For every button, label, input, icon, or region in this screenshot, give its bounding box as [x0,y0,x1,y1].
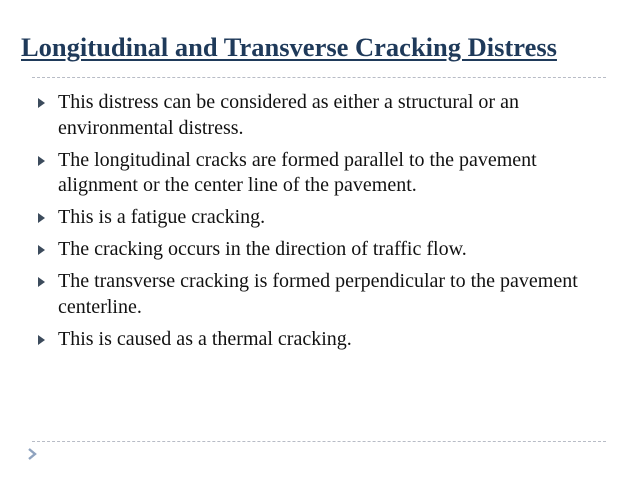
triangle-right-icon [38,156,45,166]
bullet-text: The cracking occurs in the direction of traffic flow. [58,238,467,260]
triangle-right-icon [38,213,45,223]
bullet-list [34,90,609,359]
triangle-right-icon [38,335,45,345]
bullet-item [34,237,609,263]
triangle-right-icon [38,98,45,108]
bullet-text: The longitudinal cracks are formed parallel to the pavement alignment or the center line of the pavement. [58,148,537,196]
slide-title: Longitudinal and Transverse Cracking Distress [21,32,557,62]
bullet-text: This is caused as a thermal cracking. [58,327,352,350]
top-divider [32,77,606,78]
bullet-item [34,205,609,231]
bullet-item [34,148,609,199]
bullet-item [34,327,609,353]
bullet-text: This distress can be considered as either a structural or an environmental distress. [58,91,519,139]
triangle-right-icon [38,277,45,287]
bullet-text: The transverse cracking is formed perpendicular to the pavement centerline. [58,270,578,318]
chevron-right-icon [27,448,37,460]
bullet-item [34,269,609,320]
bullet-text: This is a fatigue cracking. [58,206,266,228]
bottom-divider [32,441,606,442]
bullet-item [34,90,609,141]
triangle-right-icon [38,245,45,255]
